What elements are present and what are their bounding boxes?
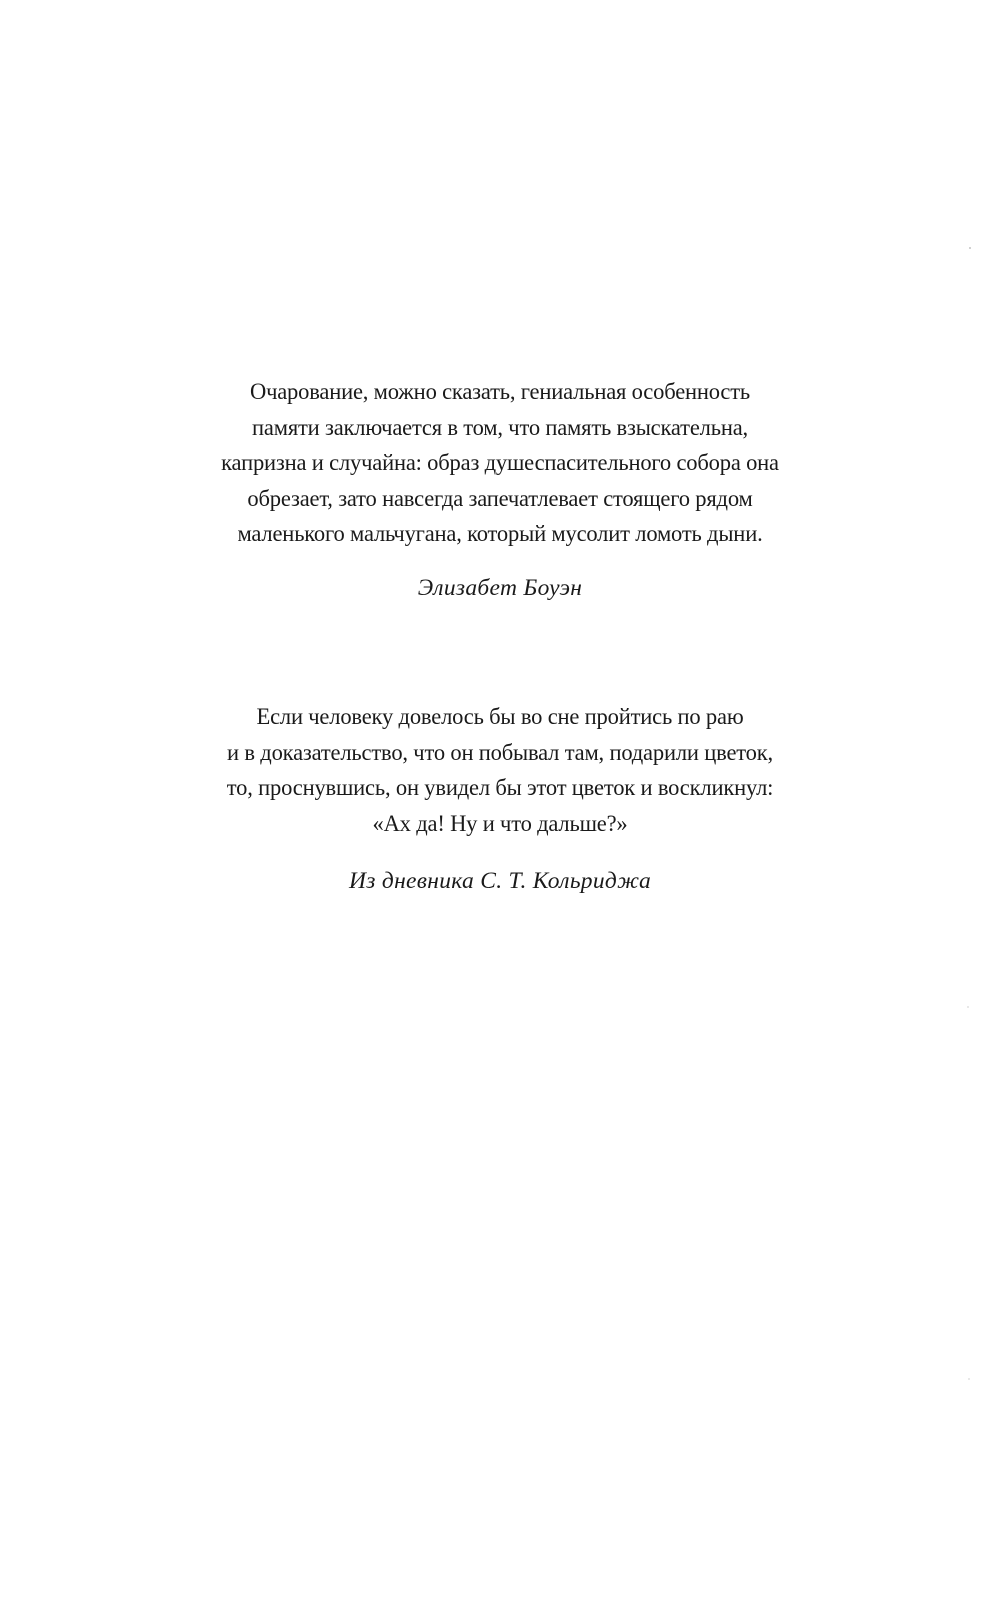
quote-line: то, проснувшись, он увидел бы этот цветок и воскликнул:: [226, 775, 774, 801]
epigraph-coleridge: [0, 700, 1000, 896]
quote-line: обрезает, зато навсегда запечатлевает стоящего рядом: [247, 485, 753, 512]
quote-line: и в доказательство, что он побывал там, подарили цветок,: [227, 739, 773, 766]
quote-attribution: Элизабет Боуэн: [417, 574, 583, 601]
scan-artifact: [968, 1378, 970, 1380]
quote-line: Если человеку довелось бы во сне пройтись по раю: [256, 704, 744, 730]
scan-artifact: [967, 1006, 969, 1008]
quote-line: капризна и случайна: образ душеспасительного собора она: [221, 450, 779, 476]
scan-artifact: [969, 247, 971, 249]
epigraph-bowen: [0, 375, 1000, 603]
quote-line: памяти заключается в том, что память взыскательна,: [252, 414, 748, 441]
quote-line: «Ах да! Ну и что дальше?»: [372, 810, 628, 837]
quote-line: Очарование, можно сказать, гениальная особенность: [249, 379, 751, 405]
quote-line: маленького мальчугана, который мусолит ломоть дыни.: [237, 521, 763, 547]
quote-attribution: Из дневника С. Т. Кольриджа: [349, 868, 651, 894]
